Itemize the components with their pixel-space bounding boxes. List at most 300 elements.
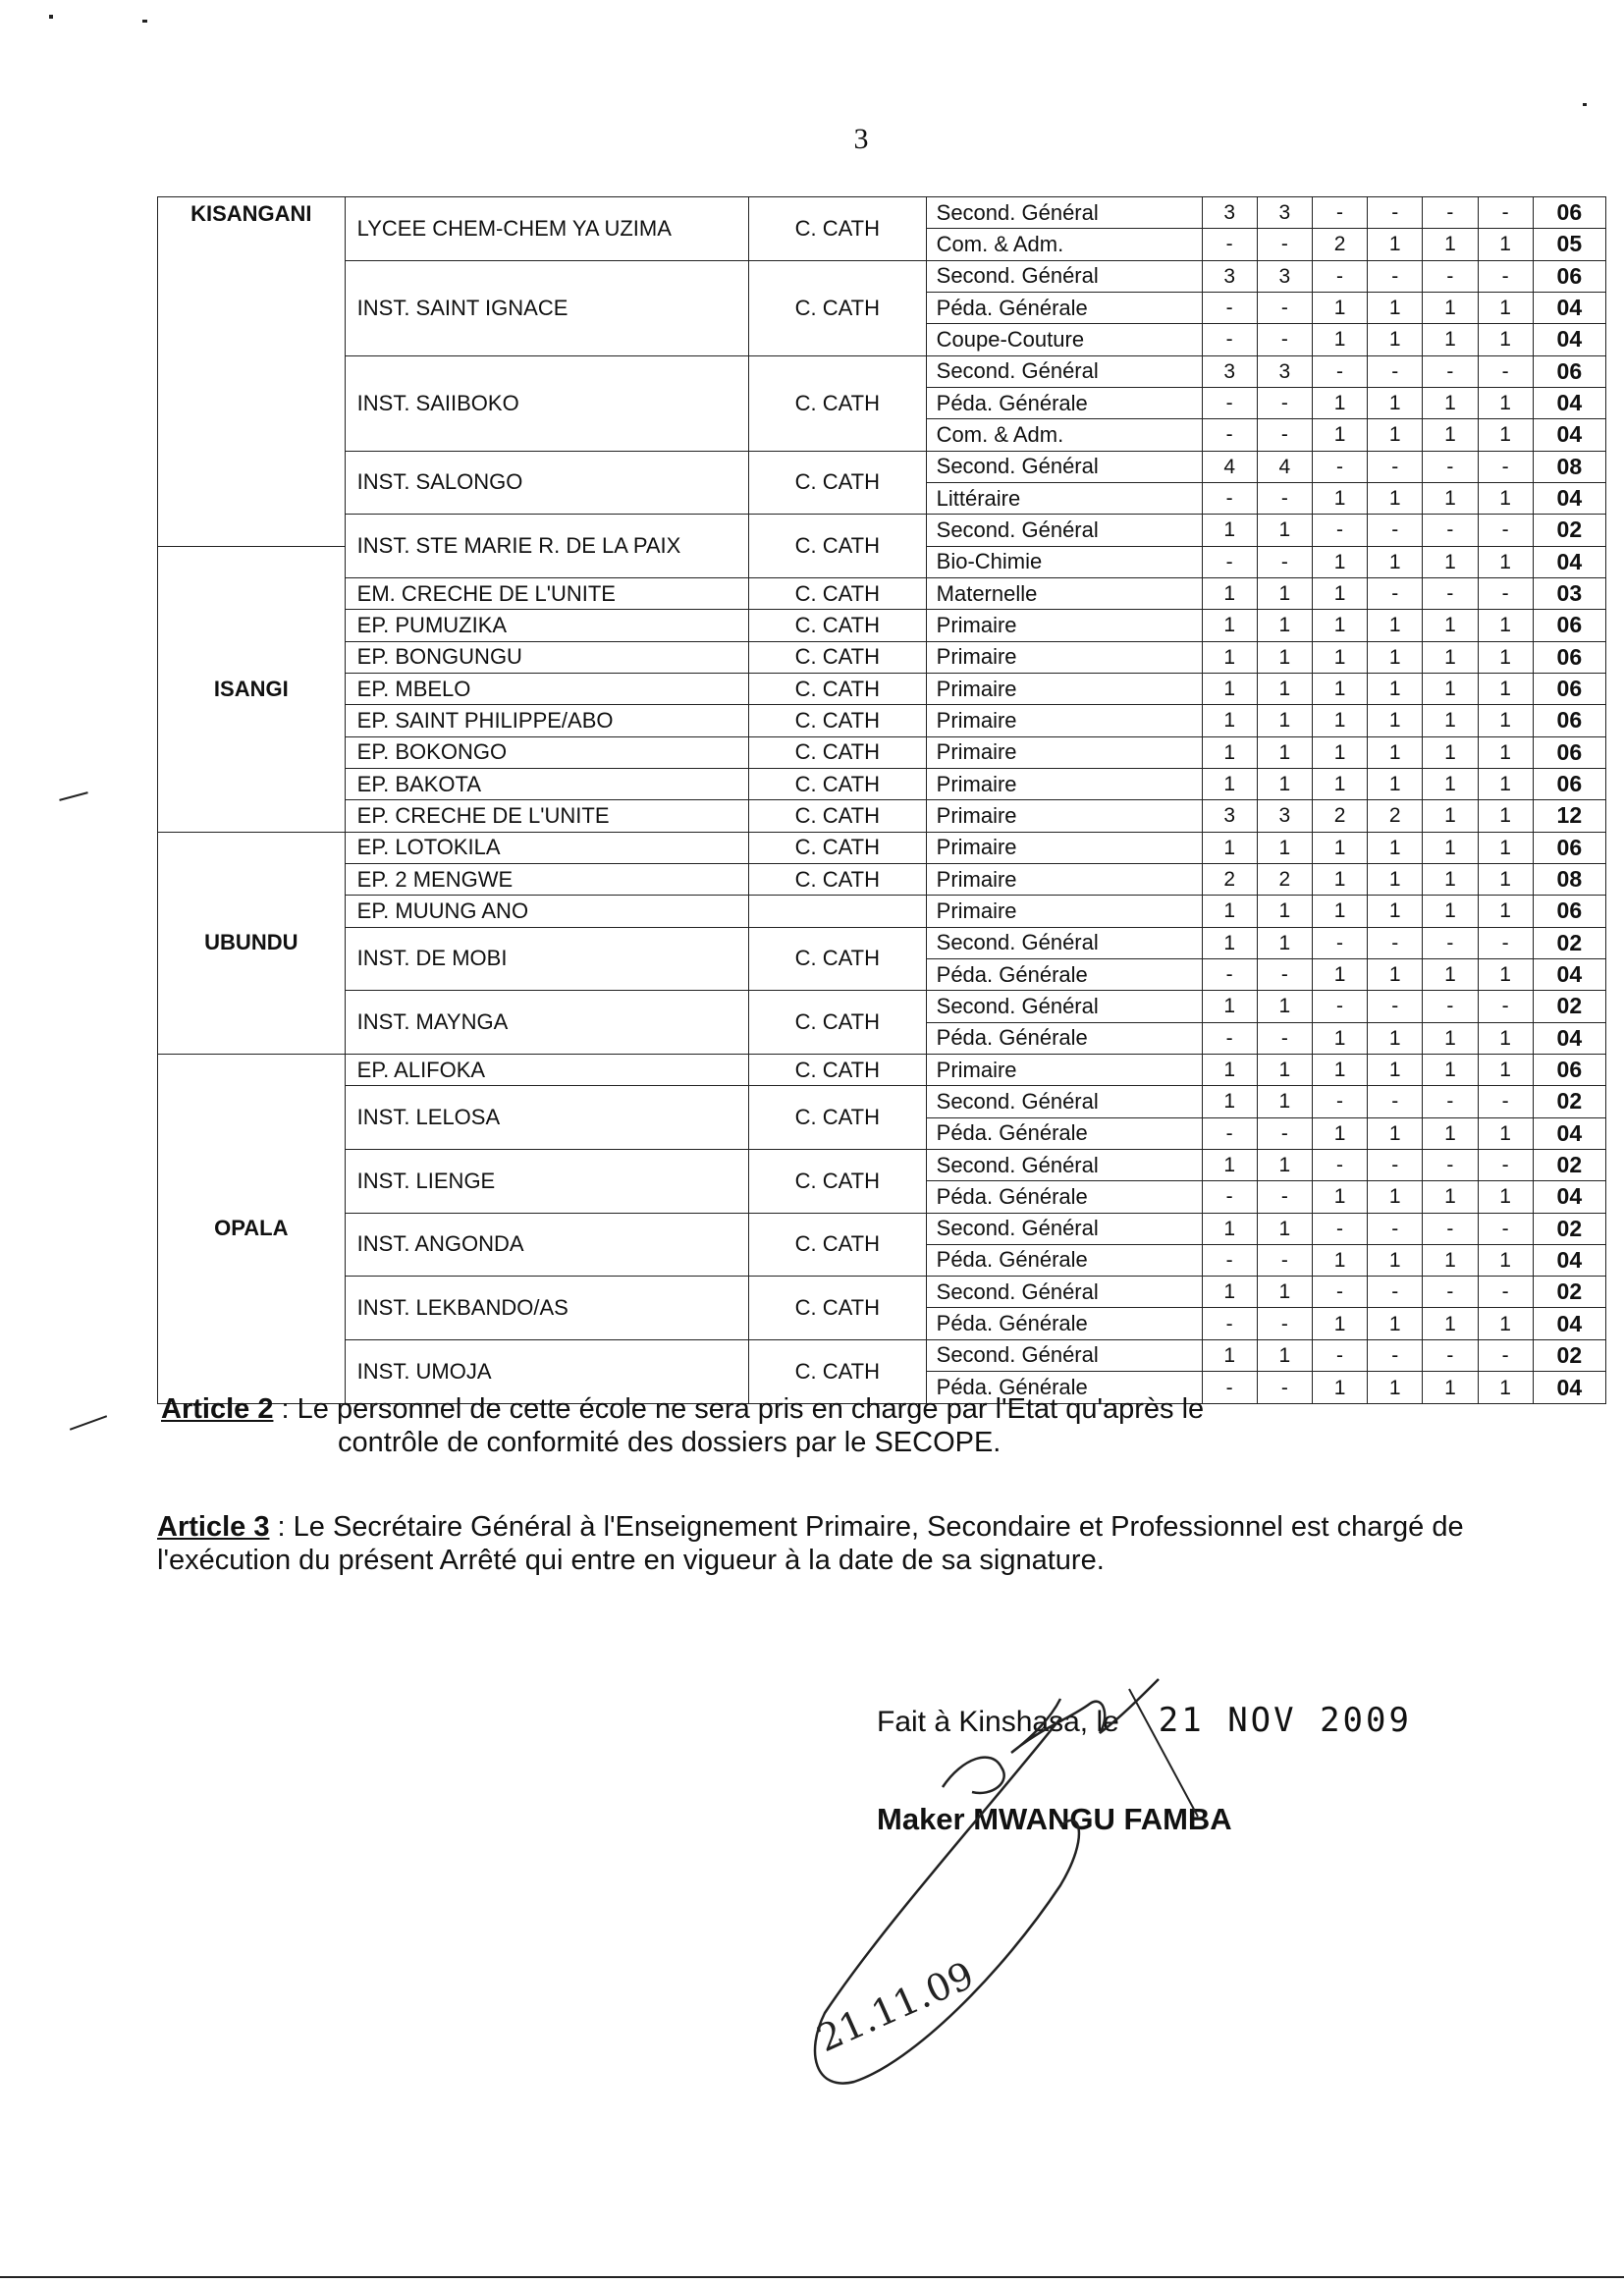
owner-cell: C. CATH bbox=[749, 927, 927, 991]
total-cell: 02 bbox=[1533, 1213, 1605, 1244]
total-cell: 06 bbox=[1533, 768, 1605, 799]
class-count-cell: - bbox=[1478, 1086, 1533, 1117]
class-count-cell: 1 bbox=[1423, 1022, 1478, 1054]
class-count-cell: 1 bbox=[1368, 1244, 1423, 1276]
class-count-cell: - bbox=[1312, 1086, 1367, 1117]
total-cell: 02 bbox=[1533, 1277, 1605, 1308]
option-cell: Second. Général bbox=[926, 1339, 1202, 1371]
class-count-cell: - bbox=[1368, 260, 1423, 292]
class-count-cell: - bbox=[1312, 355, 1367, 387]
total-cell: 06 bbox=[1533, 197, 1605, 229]
class-count-cell: - bbox=[1478, 515, 1533, 546]
class-count-cell: - bbox=[1257, 482, 1312, 514]
class-count-cell: 1 bbox=[1312, 546, 1367, 577]
class-count-cell: 3 bbox=[1257, 197, 1312, 229]
class-count-cell: - bbox=[1257, 387, 1312, 418]
class-count-cell: - bbox=[1478, 991, 1533, 1022]
class-count-cell: - bbox=[1423, 1086, 1478, 1117]
total-cell: 06 bbox=[1533, 705, 1605, 736]
class-count-cell: - bbox=[1478, 577, 1533, 609]
class-count-cell: 1 bbox=[1312, 292, 1367, 323]
total-cell: 05 bbox=[1533, 229, 1605, 260]
class-count-cell: 1 bbox=[1423, 705, 1478, 736]
class-count-cell: 1 bbox=[1202, 705, 1257, 736]
class-count-cell: 1 bbox=[1423, 1054, 1478, 1085]
class-count-cell: - bbox=[1368, 451, 1423, 482]
class-count-cell: 1 bbox=[1202, 641, 1257, 673]
table-row bbox=[158, 515, 1606, 546]
class-count-cell: 1 bbox=[1257, 1086, 1312, 1117]
class-count-cell: - bbox=[1368, 355, 1423, 387]
option-cell: Primaire bbox=[926, 673, 1202, 704]
class-count-cell: - bbox=[1202, 1372, 1257, 1404]
school-name-cell: INST. DE MOBI bbox=[345, 927, 748, 991]
class-count-cell: - bbox=[1202, 1244, 1257, 1276]
class-count-cell: 1 bbox=[1423, 387, 1478, 418]
owner-cell: C. CATH bbox=[749, 355, 927, 451]
class-count-cell: 1 bbox=[1312, 896, 1367, 927]
table-row bbox=[158, 355, 1606, 387]
class-count-cell: 1 bbox=[1478, 482, 1533, 514]
class-count-cell: - bbox=[1368, 927, 1423, 958]
class-count-cell: - bbox=[1257, 229, 1312, 260]
table-row bbox=[158, 863, 1606, 895]
class-count-cell: 1 bbox=[1312, 1181, 1367, 1213]
owner-cell: C. CATH bbox=[749, 1339, 927, 1403]
class-count-cell: 4 bbox=[1202, 451, 1257, 482]
class-count-cell: 1 bbox=[1368, 1022, 1423, 1054]
class-count-cell: - bbox=[1368, 515, 1423, 546]
class-count-cell: 1 bbox=[1368, 832, 1423, 863]
option-cell: Second. Général bbox=[926, 1277, 1202, 1308]
owner-cell: C. CATH bbox=[749, 577, 927, 609]
option-cell: Littéraire bbox=[926, 482, 1202, 514]
class-count-cell: - bbox=[1257, 1117, 1312, 1149]
class-count-cell: 1 bbox=[1423, 1244, 1478, 1276]
article-2-label: Article 2 bbox=[161, 1393, 274, 1425]
school-name-cell: EP. LOTOKILA bbox=[345, 832, 748, 863]
class-count-cell: - bbox=[1202, 387, 1257, 418]
class-count-cell: - bbox=[1423, 1149, 1478, 1180]
class-count-cell: 1 bbox=[1478, 419, 1533, 451]
class-count-cell: - bbox=[1478, 451, 1533, 482]
article-2-text-line1: Le personnel de cette école ne sera pris en charge par l'Etat qu'après le bbox=[297, 1393, 1205, 1425]
class-count-cell: 1 bbox=[1312, 419, 1367, 451]
owner-cell: C. CATH bbox=[749, 705, 927, 736]
class-count-cell: 1 bbox=[1257, 1213, 1312, 1244]
total-cell: 04 bbox=[1533, 292, 1605, 323]
option-cell: Primaire bbox=[926, 1054, 1202, 1085]
total-cell: 04 bbox=[1533, 1181, 1605, 1213]
class-count-cell: 1 bbox=[1423, 673, 1478, 704]
class-count-cell: - bbox=[1202, 958, 1257, 990]
scan-speck bbox=[1583, 103, 1587, 106]
class-count-cell: - bbox=[1312, 991, 1367, 1022]
class-count-cell: 1 bbox=[1312, 768, 1367, 799]
option-cell: Second. Général bbox=[926, 991, 1202, 1022]
owner-cell: C. CATH bbox=[749, 673, 927, 704]
table-row bbox=[158, 705, 1606, 736]
class-count-cell: 1 bbox=[1202, 610, 1257, 641]
owner-cell: C. CATH bbox=[749, 991, 927, 1055]
article-2-sep: : bbox=[273, 1393, 298, 1425]
class-count-cell: 1 bbox=[1478, 1181, 1533, 1213]
option-cell: Péda. Générale bbox=[926, 292, 1202, 323]
class-count-cell: - bbox=[1202, 1022, 1257, 1054]
class-count-cell: 1 bbox=[1423, 610, 1478, 641]
option-cell: Second. Général bbox=[926, 355, 1202, 387]
class-count-cell: 1 bbox=[1368, 641, 1423, 673]
class-count-cell: - bbox=[1423, 451, 1478, 482]
class-count-cell: 1 bbox=[1312, 482, 1367, 514]
school-name-cell: EP. SAINT PHILIPPE/ABO bbox=[345, 705, 748, 736]
place-text: Fait à Kinshasa, le bbox=[877, 1706, 1119, 1738]
class-count-cell: 1 bbox=[1312, 324, 1367, 355]
class-count-cell: 1 bbox=[1202, 1149, 1257, 1180]
class-count-cell: - bbox=[1368, 1149, 1423, 1180]
class-count-cell: 1 bbox=[1423, 800, 1478, 832]
owner-cell bbox=[749, 896, 927, 927]
option-cell: Second. Général bbox=[926, 515, 1202, 546]
class-count-cell: - bbox=[1368, 1086, 1423, 1117]
table-row bbox=[158, 610, 1606, 641]
table-row bbox=[158, 1277, 1606, 1308]
class-count-cell: 1 bbox=[1478, 832, 1533, 863]
class-count-cell: - bbox=[1312, 927, 1367, 958]
table-row bbox=[158, 1213, 1606, 1244]
class-count-cell: - bbox=[1368, 991, 1423, 1022]
school-name-cell: EP. BONGUNGU bbox=[345, 641, 748, 673]
class-count-cell: 1 bbox=[1257, 705, 1312, 736]
class-count-cell: 1 bbox=[1202, 991, 1257, 1022]
class-count-cell: 1 bbox=[1312, 387, 1367, 418]
option-cell: Primaire bbox=[926, 896, 1202, 927]
owner-cell: C. CATH bbox=[749, 515, 927, 578]
total-cell: 04 bbox=[1533, 324, 1605, 355]
school-name-cell: INST. LELOSA bbox=[345, 1086, 748, 1150]
option-cell: Second. Général bbox=[926, 927, 1202, 958]
article-3-text: Le Secrétaire Général à l'Enseignement Primaire, Secondaire et Professionnel est chargé de l'exécution du présent Arrêté qui entre en vigueur à la date de sa signature. bbox=[157, 1511, 1464, 1577]
class-count-cell: 1 bbox=[1257, 610, 1312, 641]
total-cell: 06 bbox=[1533, 896, 1605, 927]
class-count-cell: 1 bbox=[1312, 832, 1367, 863]
class-count-cell: 1 bbox=[1423, 1308, 1478, 1339]
class-count-cell: 1 bbox=[1202, 1054, 1257, 1085]
class-count-cell: - bbox=[1202, 419, 1257, 451]
class-count-cell: 1 bbox=[1202, 515, 1257, 546]
class-count-cell: 1 bbox=[1257, 927, 1312, 958]
school-name-cell: INST. MAYNGA bbox=[345, 991, 748, 1055]
class-count-cell: 1 bbox=[1368, 419, 1423, 451]
class-count-cell: 1 bbox=[1368, 768, 1423, 799]
table-row bbox=[158, 991, 1606, 1022]
total-cell: 06 bbox=[1533, 736, 1605, 768]
class-count-cell: 1 bbox=[1202, 577, 1257, 609]
owner-cell: C. CATH bbox=[749, 1277, 927, 1340]
class-count-cell: 1 bbox=[1257, 991, 1312, 1022]
article-3 bbox=[157, 1510, 1527, 1577]
class-count-cell: 1 bbox=[1202, 736, 1257, 768]
total-cell: 04 bbox=[1533, 419, 1605, 451]
class-count-cell: 1 bbox=[1312, 673, 1367, 704]
owner-cell: C. CATH bbox=[749, 768, 927, 799]
total-cell: 06 bbox=[1533, 355, 1605, 387]
class-count-cell: 1 bbox=[1257, 768, 1312, 799]
option-cell: Péda. Générale bbox=[926, 1117, 1202, 1149]
handwritten-signature bbox=[766, 1659, 1316, 2121]
page-number: 3 bbox=[853, 123, 869, 155]
class-count-cell: 1 bbox=[1368, 1181, 1423, 1213]
class-count-cell: - bbox=[1423, 927, 1478, 958]
class-count-cell: 1 bbox=[1368, 1054, 1423, 1085]
total-cell: 02 bbox=[1533, 927, 1605, 958]
class-count-cell: 1 bbox=[1478, 641, 1533, 673]
school-name-cell: INST. STE MARIE R. DE LA PAIX bbox=[345, 515, 748, 578]
region-cell: ISANGI bbox=[158, 546, 346, 832]
class-count-cell: 1 bbox=[1478, 1372, 1533, 1404]
option-cell: Maternelle bbox=[926, 577, 1202, 609]
class-count-cell: 1 bbox=[1368, 896, 1423, 927]
table-row bbox=[158, 1086, 1606, 1117]
option-cell: Second. Général bbox=[926, 260, 1202, 292]
option-cell: Coupe-Couture bbox=[926, 324, 1202, 355]
class-count-cell: 1 bbox=[1478, 1117, 1533, 1149]
owner-cell: C. CATH bbox=[749, 863, 927, 895]
class-count-cell: - bbox=[1257, 1308, 1312, 1339]
class-count-cell: - bbox=[1257, 546, 1312, 577]
option-cell: Second. Général bbox=[926, 451, 1202, 482]
class-count-cell: 1 bbox=[1312, 1022, 1367, 1054]
class-count-cell: 1 bbox=[1202, 1213, 1257, 1244]
school-name-cell: INST. SALONGO bbox=[345, 451, 748, 515]
total-cell: 04 bbox=[1533, 1372, 1605, 1404]
table-row bbox=[158, 736, 1606, 768]
option-cell: Second. Général bbox=[926, 1086, 1202, 1117]
table-row bbox=[158, 451, 1606, 482]
school-name-cell: EP. CRECHE DE L'UNITE bbox=[345, 800, 748, 832]
class-count-cell: 2 bbox=[1202, 863, 1257, 895]
total-cell: 06 bbox=[1533, 260, 1605, 292]
table-row bbox=[158, 1054, 1606, 1085]
class-count-cell: 1 bbox=[1257, 736, 1312, 768]
school-name-cell: EM. CRECHE DE L'UNITE bbox=[345, 577, 748, 609]
owner-cell: C. CATH bbox=[749, 832, 927, 863]
option-cell: Primaire bbox=[926, 705, 1202, 736]
class-count-cell: 1 bbox=[1257, 673, 1312, 704]
class-count-cell: - bbox=[1423, 260, 1478, 292]
class-count-cell: - bbox=[1257, 958, 1312, 990]
option-cell: Primaire bbox=[926, 641, 1202, 673]
owner-cell: C. CATH bbox=[749, 197, 927, 261]
table-row bbox=[158, 896, 1606, 927]
class-count-cell: 1 bbox=[1423, 641, 1478, 673]
total-cell: 08 bbox=[1533, 863, 1605, 895]
total-cell: 03 bbox=[1533, 577, 1605, 609]
table-row bbox=[158, 800, 1606, 832]
class-count-cell: - bbox=[1368, 1277, 1423, 1308]
table-row bbox=[158, 832, 1606, 863]
class-count-cell: - bbox=[1202, 292, 1257, 323]
class-count-cell: 3 bbox=[1202, 260, 1257, 292]
class-count-cell: 1 bbox=[1368, 482, 1423, 514]
bottom-edge-line bbox=[0, 2276, 1624, 2278]
class-count-cell: 1 bbox=[1368, 1308, 1423, 1339]
class-count-cell: - bbox=[1257, 324, 1312, 355]
class-count-cell: 1 bbox=[1368, 736, 1423, 768]
class-count-cell: 1 bbox=[1423, 1181, 1478, 1213]
owner-cell: C. CATH bbox=[749, 736, 927, 768]
region-cell: UBUNDU bbox=[158, 832, 346, 1054]
class-count-cell: 1 bbox=[1312, 1244, 1367, 1276]
option-cell: Primaire bbox=[926, 832, 1202, 863]
table-row bbox=[158, 927, 1606, 958]
school-name-cell: LYCEE CHEM-CHEM YA UZIMA bbox=[345, 197, 748, 261]
class-count-cell: 2 bbox=[1312, 229, 1367, 260]
school-name-cell: EP. MBELO bbox=[345, 673, 748, 704]
option-cell: Péda. Générale bbox=[926, 1244, 1202, 1276]
class-count-cell: 1 bbox=[1423, 482, 1478, 514]
table-row bbox=[158, 1339, 1606, 1371]
class-count-cell: - bbox=[1478, 355, 1533, 387]
class-count-cell: - bbox=[1423, 1339, 1478, 1371]
class-count-cell: 1 bbox=[1202, 1086, 1257, 1117]
class-count-cell: 1 bbox=[1478, 896, 1533, 927]
option-cell: Primaire bbox=[926, 736, 1202, 768]
class-count-cell: 3 bbox=[1257, 260, 1312, 292]
total-cell: 06 bbox=[1533, 673, 1605, 704]
class-count-cell: 1 bbox=[1478, 1244, 1533, 1276]
class-count-cell: 1 bbox=[1423, 1372, 1478, 1404]
class-count-cell: - bbox=[1257, 292, 1312, 323]
class-count-cell: 1 bbox=[1202, 1277, 1257, 1308]
class-count-cell: 1 bbox=[1423, 896, 1478, 927]
option-cell: Primaire bbox=[926, 800, 1202, 832]
class-count-cell: - bbox=[1423, 991, 1478, 1022]
class-count-cell: 1 bbox=[1423, 546, 1478, 577]
margin-mark bbox=[59, 791, 87, 801]
class-count-cell: 1 bbox=[1368, 387, 1423, 418]
class-count-cell: 2 bbox=[1257, 863, 1312, 895]
class-count-cell: - bbox=[1257, 1181, 1312, 1213]
owner-cell: C. CATH bbox=[749, 641, 927, 673]
class-count-cell: - bbox=[1478, 1149, 1533, 1180]
option-cell: Primaire bbox=[926, 863, 1202, 895]
class-count-cell: 1 bbox=[1257, 832, 1312, 863]
class-count-cell: - bbox=[1423, 355, 1478, 387]
school-name-cell: INST. LIENGE bbox=[345, 1149, 748, 1213]
class-count-cell: 1 bbox=[1312, 958, 1367, 990]
option-cell: Péda. Générale bbox=[926, 1022, 1202, 1054]
class-count-cell: - bbox=[1202, 324, 1257, 355]
class-count-cell: 1 bbox=[1312, 1117, 1367, 1149]
total-cell: 06 bbox=[1533, 610, 1605, 641]
class-count-cell: - bbox=[1423, 577, 1478, 609]
total-cell: 04 bbox=[1533, 1244, 1605, 1276]
class-count-cell: 1 bbox=[1202, 896, 1257, 927]
class-count-cell: 1 bbox=[1478, 736, 1533, 768]
class-count-cell: 3 bbox=[1202, 197, 1257, 229]
total-cell: 04 bbox=[1533, 546, 1605, 577]
school-name-cell: INST. ANGONDA bbox=[345, 1213, 748, 1277]
school-name-cell: INST. SAINT IGNACE bbox=[345, 260, 748, 355]
total-cell: 04 bbox=[1533, 958, 1605, 990]
class-count-cell: 1 bbox=[1478, 705, 1533, 736]
option-cell: Péda. Générale bbox=[926, 958, 1202, 990]
region-cell: OPALA bbox=[158, 1054, 346, 1403]
table-row bbox=[158, 673, 1606, 704]
option-cell: Second. Général bbox=[926, 197, 1202, 229]
class-count-cell: - bbox=[1202, 229, 1257, 260]
scan-speck bbox=[142, 20, 147, 23]
class-count-cell: 1 bbox=[1478, 610, 1533, 641]
class-count-cell: 1 bbox=[1478, 324, 1533, 355]
class-count-cell: 1 bbox=[1478, 1022, 1533, 1054]
class-count-cell: 1 bbox=[1312, 610, 1367, 641]
class-count-cell: 1 bbox=[1368, 1372, 1423, 1404]
option-cell: Péda. Générale bbox=[926, 387, 1202, 418]
class-count-cell: 1 bbox=[1478, 1308, 1533, 1339]
class-count-cell: 1 bbox=[1423, 958, 1478, 990]
class-count-cell: - bbox=[1202, 546, 1257, 577]
class-count-cell: 1 bbox=[1257, 577, 1312, 609]
article-2-text-line2: contrôle de conformité des dossiers par le SECOPE. bbox=[338, 1427, 1001, 1459]
class-count-cell: 1 bbox=[1312, 736, 1367, 768]
total-cell: 04 bbox=[1533, 1308, 1605, 1339]
class-count-cell: 1 bbox=[1423, 229, 1478, 260]
class-count-cell: 2 bbox=[1312, 800, 1367, 832]
class-count-cell: 1 bbox=[1423, 863, 1478, 895]
class-count-cell: 1 bbox=[1423, 1117, 1478, 1149]
class-count-cell: 1 bbox=[1257, 641, 1312, 673]
owner-cell: C. CATH bbox=[749, 1054, 927, 1085]
class-count-cell: - bbox=[1478, 260, 1533, 292]
class-count-cell: 3 bbox=[1257, 355, 1312, 387]
total-cell: 12 bbox=[1533, 800, 1605, 832]
class-count-cell: - bbox=[1368, 1339, 1423, 1371]
class-count-cell: 3 bbox=[1257, 800, 1312, 832]
class-count-cell: - bbox=[1368, 197, 1423, 229]
option-cell: Second. Général bbox=[926, 1213, 1202, 1244]
table-row bbox=[158, 641, 1606, 673]
scan-speck bbox=[49, 15, 53, 19]
class-count-cell: - bbox=[1257, 1022, 1312, 1054]
class-count-cell: 1 bbox=[1202, 927, 1257, 958]
class-count-cell: - bbox=[1257, 419, 1312, 451]
region-cell: KISANGANI bbox=[158, 197, 346, 547]
class-count-cell: 1 bbox=[1257, 1054, 1312, 1085]
class-count-cell: - bbox=[1312, 260, 1367, 292]
class-count-cell: 1 bbox=[1202, 768, 1257, 799]
total-cell: 06 bbox=[1533, 1054, 1605, 1085]
class-count-cell: - bbox=[1202, 1308, 1257, 1339]
class-count-cell: 1 bbox=[1368, 863, 1423, 895]
class-count-cell: 1 bbox=[1478, 958, 1533, 990]
class-count-cell: 1 bbox=[1368, 292, 1423, 323]
option-cell: Second. Général bbox=[926, 1149, 1202, 1180]
class-count-cell: 1 bbox=[1423, 324, 1478, 355]
margin-mark bbox=[70, 1415, 107, 1431]
total-cell: 02 bbox=[1533, 991, 1605, 1022]
class-count-cell: - bbox=[1423, 1213, 1478, 1244]
school-name-cell: EP. BOKONGO bbox=[345, 736, 748, 768]
signatory-name: Maker MWANGU FAMBA bbox=[877, 1802, 1232, 1836]
class-count-cell: - bbox=[1312, 1213, 1367, 1244]
owner-cell: C. CATH bbox=[749, 1086, 927, 1150]
class-count-cell: - bbox=[1423, 1277, 1478, 1308]
school-name-cell: EP. PUMUZIKA bbox=[345, 610, 748, 641]
total-cell: 04 bbox=[1533, 1117, 1605, 1149]
class-count-cell: 1 bbox=[1257, 1339, 1312, 1371]
